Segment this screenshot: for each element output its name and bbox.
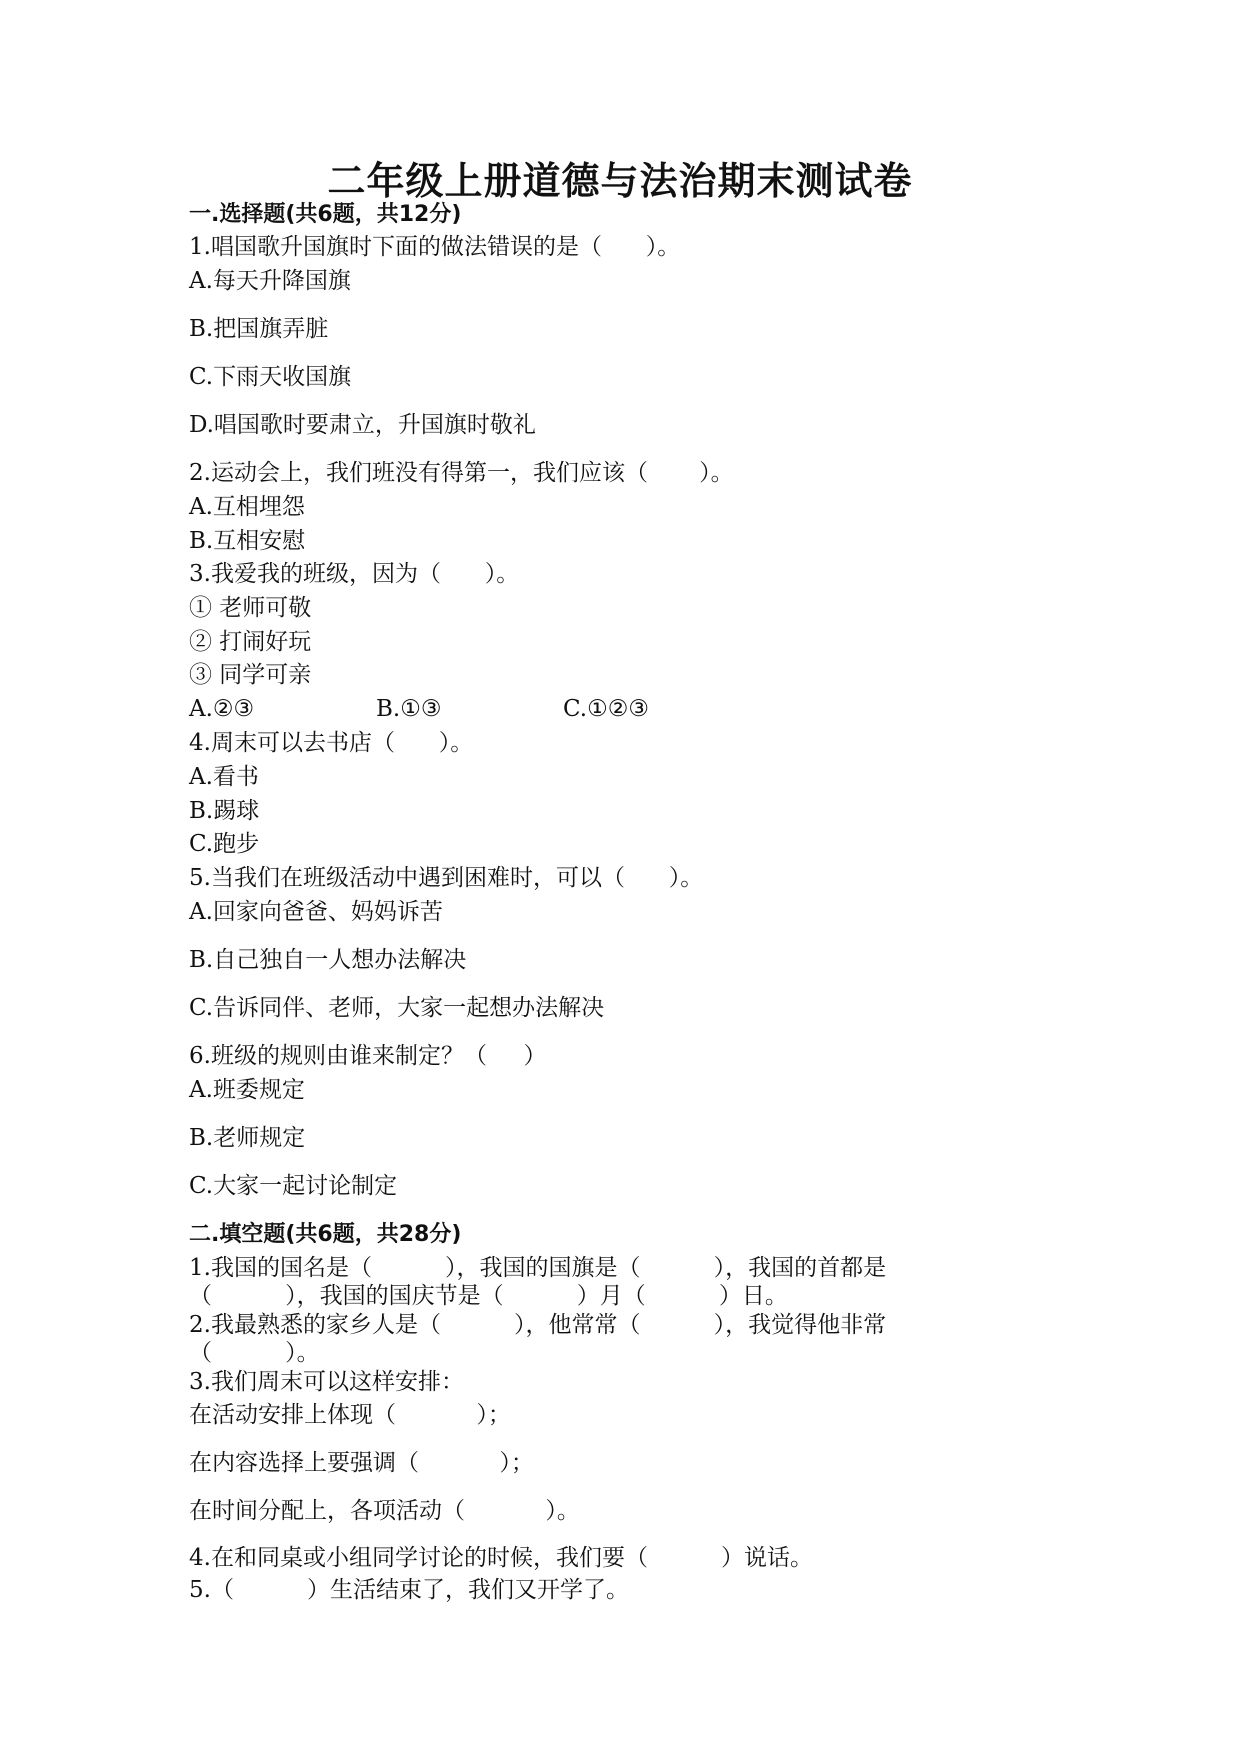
- question-stem: 5.（ ）生活结束了，我们又开学了。: [189, 1577, 630, 1603]
- section-heading-fill: 二.填空题(共6题，共28分): [189, 1222, 462, 1247]
- option: A.②③: [189, 696, 255, 722]
- option: C.告诉同伴、老师，大家一起想办法解决: [189, 995, 605, 1021]
- list-item: ③ 同学可亲: [189, 662, 312, 688]
- question-line: （ ）。: [189, 1340, 320, 1366]
- option: B.把国旗弄脏: [189, 316, 329, 342]
- question-stem: 4.在和同桌或小组同学讨论的时候，我们要（ ）说话。: [189, 1545, 814, 1571]
- question-stem: 1.唱国歌升国旗时下面的做法错误的是（ ）。: [189, 234, 681, 260]
- question-line: 在活动安排上体现（ ）；: [189, 1402, 511, 1428]
- page-title: 二年级上册道德与法治期末测试卷: [327, 158, 913, 203]
- option: B.老师规定: [189, 1125, 306, 1151]
- question-line: 在内容选择上要强调（ ）；: [189, 1450, 534, 1476]
- question-stem: 2.运动会上，我们班没有得第一，我们应该（ ）。: [189, 460, 734, 486]
- option: B.自己独自一人想办法解决: [189, 947, 467, 973]
- question-stem: 5.当我们在班级活动中遇到困难时，可以（ ）。: [189, 865, 704, 891]
- option: B.互相安慰: [189, 528, 306, 554]
- section-heading-choice: 一.选择题(共6题，共12分): [189, 202, 462, 227]
- question-stem: 6.班级的规则由谁来制定？（ ）: [189, 1043, 547, 1069]
- question-line: 2.我最熟悉的家乡人是（ ），他常常（ ），我觉得他非常: [189, 1312, 887, 1338]
- option: B.踢球: [189, 798, 260, 824]
- question-stem: 3.我们周末可以这样安排：: [189, 1369, 464, 1395]
- question-line: （ ），我国的国庆节是（ ）月（ ）日。: [189, 1283, 788, 1309]
- option: A.互相埋怨: [189, 494, 305, 520]
- list-item: ② 打闹好玩: [189, 629, 312, 655]
- option: C.下雨天收国旗: [189, 364, 352, 390]
- option: C.大家一起讨论制定: [189, 1173, 398, 1199]
- option: A.回家向爸爸、妈妈诉苦: [189, 899, 443, 925]
- option: C.跑步: [189, 831, 260, 857]
- list-item: ① 老师可敬: [189, 595, 312, 621]
- question-stem: 4.周末可以去书店（ ）。: [189, 730, 474, 756]
- option: A.每天升降国旗: [189, 268, 351, 294]
- option: B.①③: [376, 696, 442, 722]
- option: A.看书: [189, 764, 259, 790]
- option: D.唱国歌时要肃立，升国旗时敬礼: [189, 412, 536, 438]
- option: A.班委规定: [189, 1077, 305, 1103]
- option: C.①②③: [563, 696, 649, 722]
- question-line: 在时间分配上，各项活动（ ）。: [189, 1498, 580, 1524]
- question-stem: 3.我爱我的班级，因为（ ）。: [189, 561, 520, 587]
- question-line: 1.我国的国名是（ ），我国的国旗是（ ），我国的首都是: [189, 1255, 887, 1281]
